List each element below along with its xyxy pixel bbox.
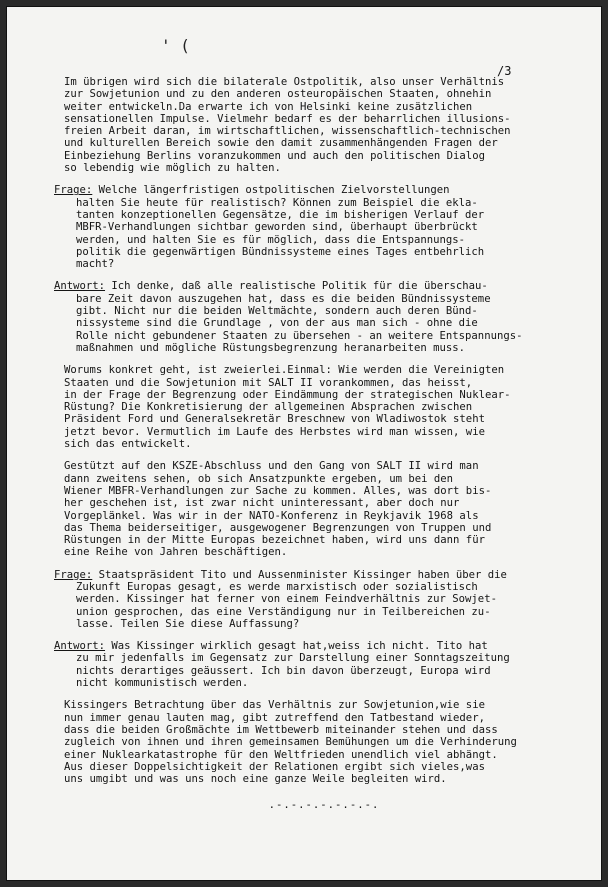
text-line bbox=[54, 184, 584, 196]
text-line: nun immer genau lauten mag, gibt zutreffend den Tatbestand wieder, bbox=[64, 711, 485, 724]
text-line: Wiener MBFR-Verhandlungen zur Sache zu kommen. Alles, was dort bis- bbox=[64, 484, 492, 497]
text-line: das Thema beiderseitiger, ausgewogener Begrenzungen von Truppen und bbox=[64, 521, 492, 534]
question-paragraph bbox=[54, 184, 584, 271]
section-divider: .-.-.-.-.-.-.-. bbox=[268, 799, 380, 812]
text-line: sich das entwickelt. bbox=[64, 438, 192, 451]
text-line bbox=[54, 280, 584, 292]
answer-label: Antwort: bbox=[54, 640, 106, 653]
text-line: werden, und halten Sie es für möglich, dass die Entspannungs- bbox=[76, 233, 466, 246]
text-line: Kissingers Betrachtung über das Verhältnis zur Sowjetunion,wie sie bbox=[64, 699, 485, 712]
text-line: sensationellen Impulse. Vielmehr bedarf es der beharrlichen illusions- bbox=[64, 112, 511, 125]
text-line: dass die beiden Großmächte im Wettbewerb miteinander stehen und dass bbox=[64, 723, 498, 736]
answer-paragraph bbox=[54, 280, 584, 354]
paragraph bbox=[64, 460, 584, 558]
text-line: macht? bbox=[76, 258, 115, 271]
text-line: und kulturellen Bereich sowie den damit zusammenhängenden Fragen der bbox=[64, 137, 498, 150]
text-line: Rüstungen in der Mitte Europas bezeichnet haben, wird uns dann für bbox=[64, 534, 485, 547]
text-line: bare Zeit davon auszugehen hat, dass es die beiden Bündnissysteme bbox=[76, 292, 491, 305]
text-line: nichts derartiges geäussert. Ich bin davon überzeugt, Europa wird bbox=[76, 664, 491, 677]
text-line: zu mir jedenfalls im Gegensatz zur Darstellung einer Sonntagszeitung bbox=[76, 652, 510, 665]
question-paragraph bbox=[54, 568, 584, 630]
text-line: eine Reihe von Jahren beschäftigen. bbox=[64, 546, 288, 559]
text-line: zugleich von ihnen und ihren gemeinsamen Bemühungen um die Verhinderung bbox=[64, 736, 517, 749]
text-line-content: Staatspräsident Tito und Aussenminister Kissinger haben über die bbox=[98, 568, 507, 581]
text-line: zur Sowjetunion und zu den anderen osteuropäischen Staaten, ohnehin bbox=[64, 88, 492, 101]
text-line: weiter entwickeln.Da erwarte ich von Helsinki keine zusätzlichen bbox=[64, 100, 473, 113]
text-line: freien Arbeit daran, im wirtschaftlichen, wissenschaftlich-technischen bbox=[64, 125, 511, 138]
text-line: Präsident Ford und Generalsekretär Breschnew von Wladiwostok steht bbox=[64, 413, 485, 426]
text-line: Worums konkret geht, ist zweierlei.Einmal: Wie werden die Vereinigten bbox=[64, 364, 505, 377]
text-line: Einbeziehung Berlins voranzukommen und auch den politischen Dialog bbox=[64, 149, 485, 162]
text-line: gibt. Nicht nur die beiden Weltmächte, sondern auch deren Bünd- bbox=[76, 305, 478, 318]
text-line-content: Was Kissinger wirklich gesagt hat,weiss ich nicht. Tito hat bbox=[111, 640, 488, 653]
text-line bbox=[54, 569, 584, 581]
text-line: tanten konzeptionellen Gegensätze, die im bisherigen Verlauf der bbox=[76, 208, 485, 221]
text-line: Im übrigen wird sich die bilaterale Ostpolitik, also unser Verhältnis bbox=[64, 76, 505, 88]
text-line: Rolle nicht gebundener Staaten zu übersehen - an weitere Entspannungs- bbox=[76, 329, 523, 342]
text-line: nicht kommunistisch werden. bbox=[76, 677, 249, 690]
document-body bbox=[54, 76, 584, 812]
text-line: einer Nuklearkatastrophe für den Weltfrieden unendlich viel abhängt. bbox=[64, 748, 498, 761]
text-line: Vorgeplänkel. Was wir in der NATO-Konferenz in Reykjavik 1968 als bbox=[64, 509, 479, 522]
question-label: Frage: bbox=[54, 184, 93, 197]
text-line: politik die gegenwärtigen Bündnissysteme eines Tages entbehrlich bbox=[76, 245, 485, 258]
page-number: /3 bbox=[497, 64, 512, 78]
document-page bbox=[6, 6, 602, 881]
text-line: jetzt bevor. Vermutlich im Laufe des Herbstes wird man wissen, wie bbox=[64, 425, 485, 438]
text-line: Rüstung? Die Konkretisierung der allgemeinen Absprachen zwischen bbox=[64, 401, 473, 414]
text-line: her geschehen ist, ist zwar nicht uninteressant, aber doch nur bbox=[64, 497, 460, 510]
text-line: in der Frage der Begrenzung oder Eindämmung der strategischen Nuklear- bbox=[64, 388, 511, 401]
text-line: Zukunft Europas gesagt, es werde marxistisch oder sozialistisch bbox=[76, 580, 478, 593]
answer-paragraph bbox=[54, 640, 584, 690]
text-line: union gesprochen, das eine Verständigung nur in Teilbereichen zu- bbox=[76, 605, 491, 618]
text-line: lasse. Teilen Sie diese Auffassung? bbox=[76, 617, 300, 630]
text-line bbox=[54, 640, 584, 652]
paragraph bbox=[64, 699, 584, 785]
handwritten-mark: ' ( bbox=[161, 36, 190, 55]
answer-label: Antwort: bbox=[54, 280, 106, 293]
text-line: halten Sie heute für realistisch? Können zum Beispiel die ekla- bbox=[76, 196, 478, 209]
text-line: werden. Kissinger hat ferner von einem Feindverhältnis zur Sowjet- bbox=[76, 593, 497, 606]
text-line-content: Welche längerfristigen ostpolitischen Zielvorstellungen bbox=[98, 184, 450, 197]
paragraph bbox=[64, 76, 584, 174]
text-line: Gestützt auf den KSZE-Abschluss und den Gang von SALT II wird man bbox=[64, 460, 479, 473]
text-line: maßnahmen und mögliche Rüstungsbegrenzung heranarbeiten muss. bbox=[76, 341, 466, 354]
text-line: Aus dieser Doppelsichtigkeit der Relationen ergibt sich vieles,was bbox=[64, 760, 485, 773]
question-label: Frage: bbox=[54, 568, 93, 581]
text-line: dann zweitens sehen, ob sich Ansatzpunkte ergeben, um bei den bbox=[64, 472, 454, 485]
paragraph bbox=[64, 364, 584, 450]
text-line-content: Ich denke, daß alle realistische Politik für die überschau- bbox=[111, 280, 488, 293]
text-line: uns umgibt und was uns noch eine ganze Weile begleiten wird. bbox=[64, 773, 447, 786]
text-line: nissysteme sind die Grundlage , von der aus man sich - ohne die bbox=[76, 317, 478, 330]
text-line: so lebendig wie möglich zu halten. bbox=[64, 162, 281, 175]
text-line: MBFR-Verhandlungen sichtbar geworden sind, überhaupt überbrückt bbox=[76, 221, 478, 234]
text-line: Staaten und die Sowjetunion mit SALT II vorankommen, das heisst, bbox=[64, 376, 473, 389]
